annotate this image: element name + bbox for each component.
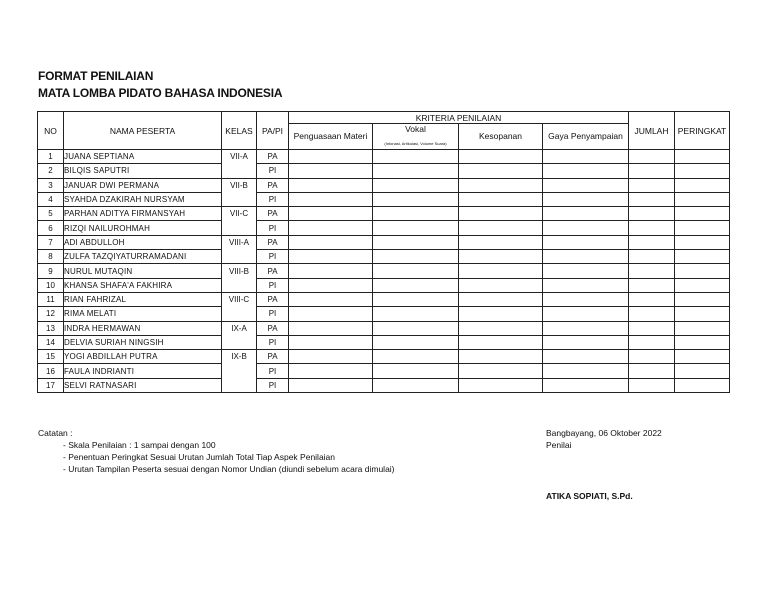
score-jumlah [629,250,675,264]
table-row [38,321,730,335]
score-kesopanan [459,364,543,378]
note-item: - Skala Penilaian : 1 sampai dengan 100 [63,440,216,450]
score-gaya [543,264,629,278]
table-row [38,150,730,164]
row-kelas: IX-B [222,350,257,364]
row-nama: RIMA MELATI [64,307,222,321]
header-peringkat: PERINGKAT [675,112,730,150]
form-subtitle: MATA LOMBA PIDATO BAHASA INDONESIA [38,86,283,100]
score-peringkat [675,207,730,221]
score-peringkat [675,150,730,164]
row-pa-pi: PA [257,292,289,306]
score-kesopanan [459,378,543,392]
table-row [38,250,730,264]
score-peringkat [675,164,730,178]
row-kelas: VIII-A [222,235,257,249]
row-no: 10 [38,278,64,292]
row-pa-pi: PA [257,321,289,335]
row-no: 12 [38,307,64,321]
form-title: FORMAT PENILAIAN [38,69,154,83]
score-penguasaan [289,335,373,349]
table-row [38,307,730,321]
score-kesopanan [459,278,543,292]
row-pa-pi: PI [257,378,289,392]
score-peringkat [675,264,730,278]
score-jumlah [629,378,675,392]
row-pa-pi: PI [257,250,289,264]
score-jumlah [629,307,675,321]
row-kelas [222,307,257,321]
score-kesopanan [459,250,543,264]
signature-role: Penilai [546,440,572,450]
row-kelas: VII-A [222,150,257,164]
table-row [38,278,730,292]
score-penguasaan [289,264,373,278]
score-kesopanan [459,207,543,221]
row-nama: ADI ABDULLOH [64,235,222,249]
table-row [38,350,730,364]
score-kesopanan [459,221,543,235]
row-nama: INDRA HERMAWAN [64,321,222,335]
score-gaya [543,221,629,235]
score-jumlah [629,150,675,164]
score-vokal [373,335,459,349]
row-pa-pi: PI [257,164,289,178]
row-no: 1 [38,150,64,164]
score-kesopanan [459,292,543,306]
table-row [38,221,730,235]
score-kesopanan [459,235,543,249]
score-gaya [543,192,629,206]
score-vokal [373,250,459,264]
score-jumlah [629,335,675,349]
score-penguasaan [289,221,373,235]
score-gaya [543,278,629,292]
row-kelas [222,335,257,349]
row-no: 8 [38,250,64,264]
score-kesopanan [459,192,543,206]
score-gaya [543,250,629,264]
row-pa-pi: PI [257,278,289,292]
score-gaya [543,335,629,349]
row-nama: NURUL MUTAQIN [64,264,222,278]
score-gaya [543,292,629,306]
table-row [38,235,730,249]
score-penguasaan [289,192,373,206]
score-jumlah [629,350,675,364]
header-pa-pi: PA/PI [257,112,289,150]
row-pa-pi: PI [257,221,289,235]
row-pa-pi: PA [257,150,289,164]
score-gaya [543,235,629,249]
notes [38,427,395,475]
table-row [38,378,730,392]
row-kelas [222,378,257,392]
row-nama: JUANA SEPTIANA [64,150,222,164]
score-kesopanan [459,307,543,321]
score-gaya [543,150,629,164]
signature-place-date: Bangbayang, 06 Oktober 2022 [546,428,662,438]
score-vokal [373,221,459,235]
participant-rows [38,150,730,393]
score-jumlah [629,321,675,335]
row-no: 5 [38,207,64,221]
signature-name: ATIKA SOPIATI, S.Pd. [546,491,633,501]
table-row [38,164,730,178]
table-row [38,364,730,378]
score-kesopanan [459,150,543,164]
row-pa-pi: PA [257,350,289,364]
row-kelas: VII-C [222,207,257,221]
header-vokal-label: Vokal [405,124,426,134]
row-no: 6 [38,221,64,235]
row-no: 7 [38,235,64,249]
header-no: NO [38,112,64,150]
score-peringkat [675,321,730,335]
score-peringkat [675,235,730,249]
score-vokal [373,292,459,306]
row-no: 14 [38,335,64,349]
row-kelas: VIII-C [222,292,257,306]
row-nama: SYAHDA DZAKIRAH NURSYAM [64,192,222,206]
score-peringkat [675,278,730,292]
score-gaya [543,350,629,364]
score-vokal [373,150,459,164]
row-pa-pi: PI [257,335,289,349]
table-row [38,178,730,192]
row-kelas [222,221,257,235]
score-jumlah [629,278,675,292]
row-nama: JANUAR DWI PERMANA [64,178,222,192]
score-gaya [543,321,629,335]
score-peringkat [675,350,730,364]
score-penguasaan [289,350,373,364]
note-item: - Urutan Tampilan Peserta sesuai dengan Nomor Undian (diundi sebelum acara dimulai) [63,464,395,474]
header-nama-peserta: NAMA PESERTA [64,112,222,150]
row-no: 13 [38,321,64,335]
row-nama: RIAN FAHRIZAL [64,292,222,306]
score-gaya [543,178,629,192]
row-no: 11 [38,292,64,306]
score-penguasaan [289,378,373,392]
table-row [38,264,730,278]
score-peringkat [675,364,730,378]
score-vokal [373,264,459,278]
score-kesopanan [459,321,543,335]
score-peringkat [675,250,730,264]
score-penguasaan [289,150,373,164]
header-penguasaan-materi: Penguasaan Materi [289,124,373,150]
row-kelas: IX-A [222,321,257,335]
row-pa-pi: PA [257,264,289,278]
score-gaya [543,164,629,178]
score-vokal [373,364,459,378]
table-row [38,192,730,206]
row-no: 17 [38,378,64,392]
score-kesopanan [459,350,543,364]
score-kesopanan [459,264,543,278]
score-penguasaan [289,364,373,378]
table-row [38,207,730,221]
score-vokal [373,350,459,364]
header-kriteria-penilaian: KRITERIA PENILAIAN [289,112,629,124]
score-peringkat [675,335,730,349]
row-nama: SELVI RATNASARI [64,378,222,392]
row-pa-pi: PI [257,307,289,321]
score-penguasaan [289,235,373,249]
row-kelas [222,164,257,178]
score-penguasaan [289,292,373,306]
score-penguasaan [289,307,373,321]
score-kesopanan [459,335,543,349]
header-kesopanan: Kesopanan [459,124,543,150]
row-kelas: VIII-B [222,264,257,278]
row-nama: KHANSA SHAFA'A FAKHIRA [64,278,222,292]
row-nama: RIZQI NAILUROHMAH [64,221,222,235]
scoring-table [37,111,730,393]
score-jumlah [629,292,675,306]
row-pa-pi: PA [257,207,289,221]
signature-block [546,427,662,451]
score-peringkat [675,192,730,206]
score-jumlah [629,178,675,192]
score-gaya [543,207,629,221]
score-peringkat [675,292,730,306]
row-kelas [222,192,257,206]
header-vokal [373,124,459,150]
score-vokal [373,178,459,192]
score-penguasaan [289,321,373,335]
score-jumlah [629,264,675,278]
score-gaya [543,378,629,392]
row-nama: DELVIA SURIAH NINGSIH [64,335,222,349]
score-vokal [373,164,459,178]
row-nama: FAULA INDRIANTI [64,364,222,378]
row-nama: PARHAN ADITYA FIRMANSYAH [64,207,222,221]
score-kesopanan [459,178,543,192]
score-gaya [543,364,629,378]
score-peringkat [675,178,730,192]
row-no: 15 [38,350,64,364]
header-vokal-sub: (Intonasi, Artikulasi, Volume Suara) [384,141,447,146]
score-jumlah [629,164,675,178]
score-vokal [373,307,459,321]
row-nama: BILQIS SAPUTRI [64,164,222,178]
header-jumlah: JUMLAH [629,112,675,150]
score-jumlah [629,192,675,206]
score-peringkat [675,378,730,392]
row-pa-pi: PI [257,364,289,378]
table-row [38,335,730,349]
score-jumlah [629,364,675,378]
score-kesopanan [459,164,543,178]
note-item: - Penentuan Peringkat Sesuai Urutan Jumlah Total Tiap Aspek Penilaian [63,452,336,462]
score-peringkat [675,221,730,235]
row-nama: YOGI ABDILLAH PUTRA [64,350,222,364]
table-row [38,292,730,306]
score-vokal [373,378,459,392]
row-kelas [222,278,257,292]
score-peringkat [675,307,730,321]
score-jumlah [629,207,675,221]
row-kelas [222,364,257,378]
score-vokal [373,235,459,249]
score-vokal [373,192,459,206]
row-no: 2 [38,164,64,178]
row-pa-pi: PA [257,235,289,249]
score-vokal [373,321,459,335]
row-no: 9 [38,264,64,278]
row-kelas: VII-B [222,178,257,192]
score-vokal [373,278,459,292]
score-penguasaan [289,164,373,178]
notes-heading: Catatan : [38,428,73,438]
score-penguasaan [289,207,373,221]
score-vokal [373,207,459,221]
score-jumlah [629,235,675,249]
row-pa-pi: PI [257,192,289,206]
score-gaya [543,307,629,321]
score-jumlah [629,221,675,235]
row-pa-pi: PA [257,178,289,192]
score-penguasaan [289,278,373,292]
header-gaya-penyampaian: Gaya Penyampaian [543,124,629,150]
score-penguasaan [289,250,373,264]
header-kelas: KELAS [222,112,257,150]
row-no: 16 [38,364,64,378]
row-no: 3 [38,178,64,192]
row-no: 4 [38,192,64,206]
row-nama: ZULFA TAZQIYATURRAMADANI [64,250,222,264]
score-penguasaan [289,178,373,192]
row-kelas [222,250,257,264]
